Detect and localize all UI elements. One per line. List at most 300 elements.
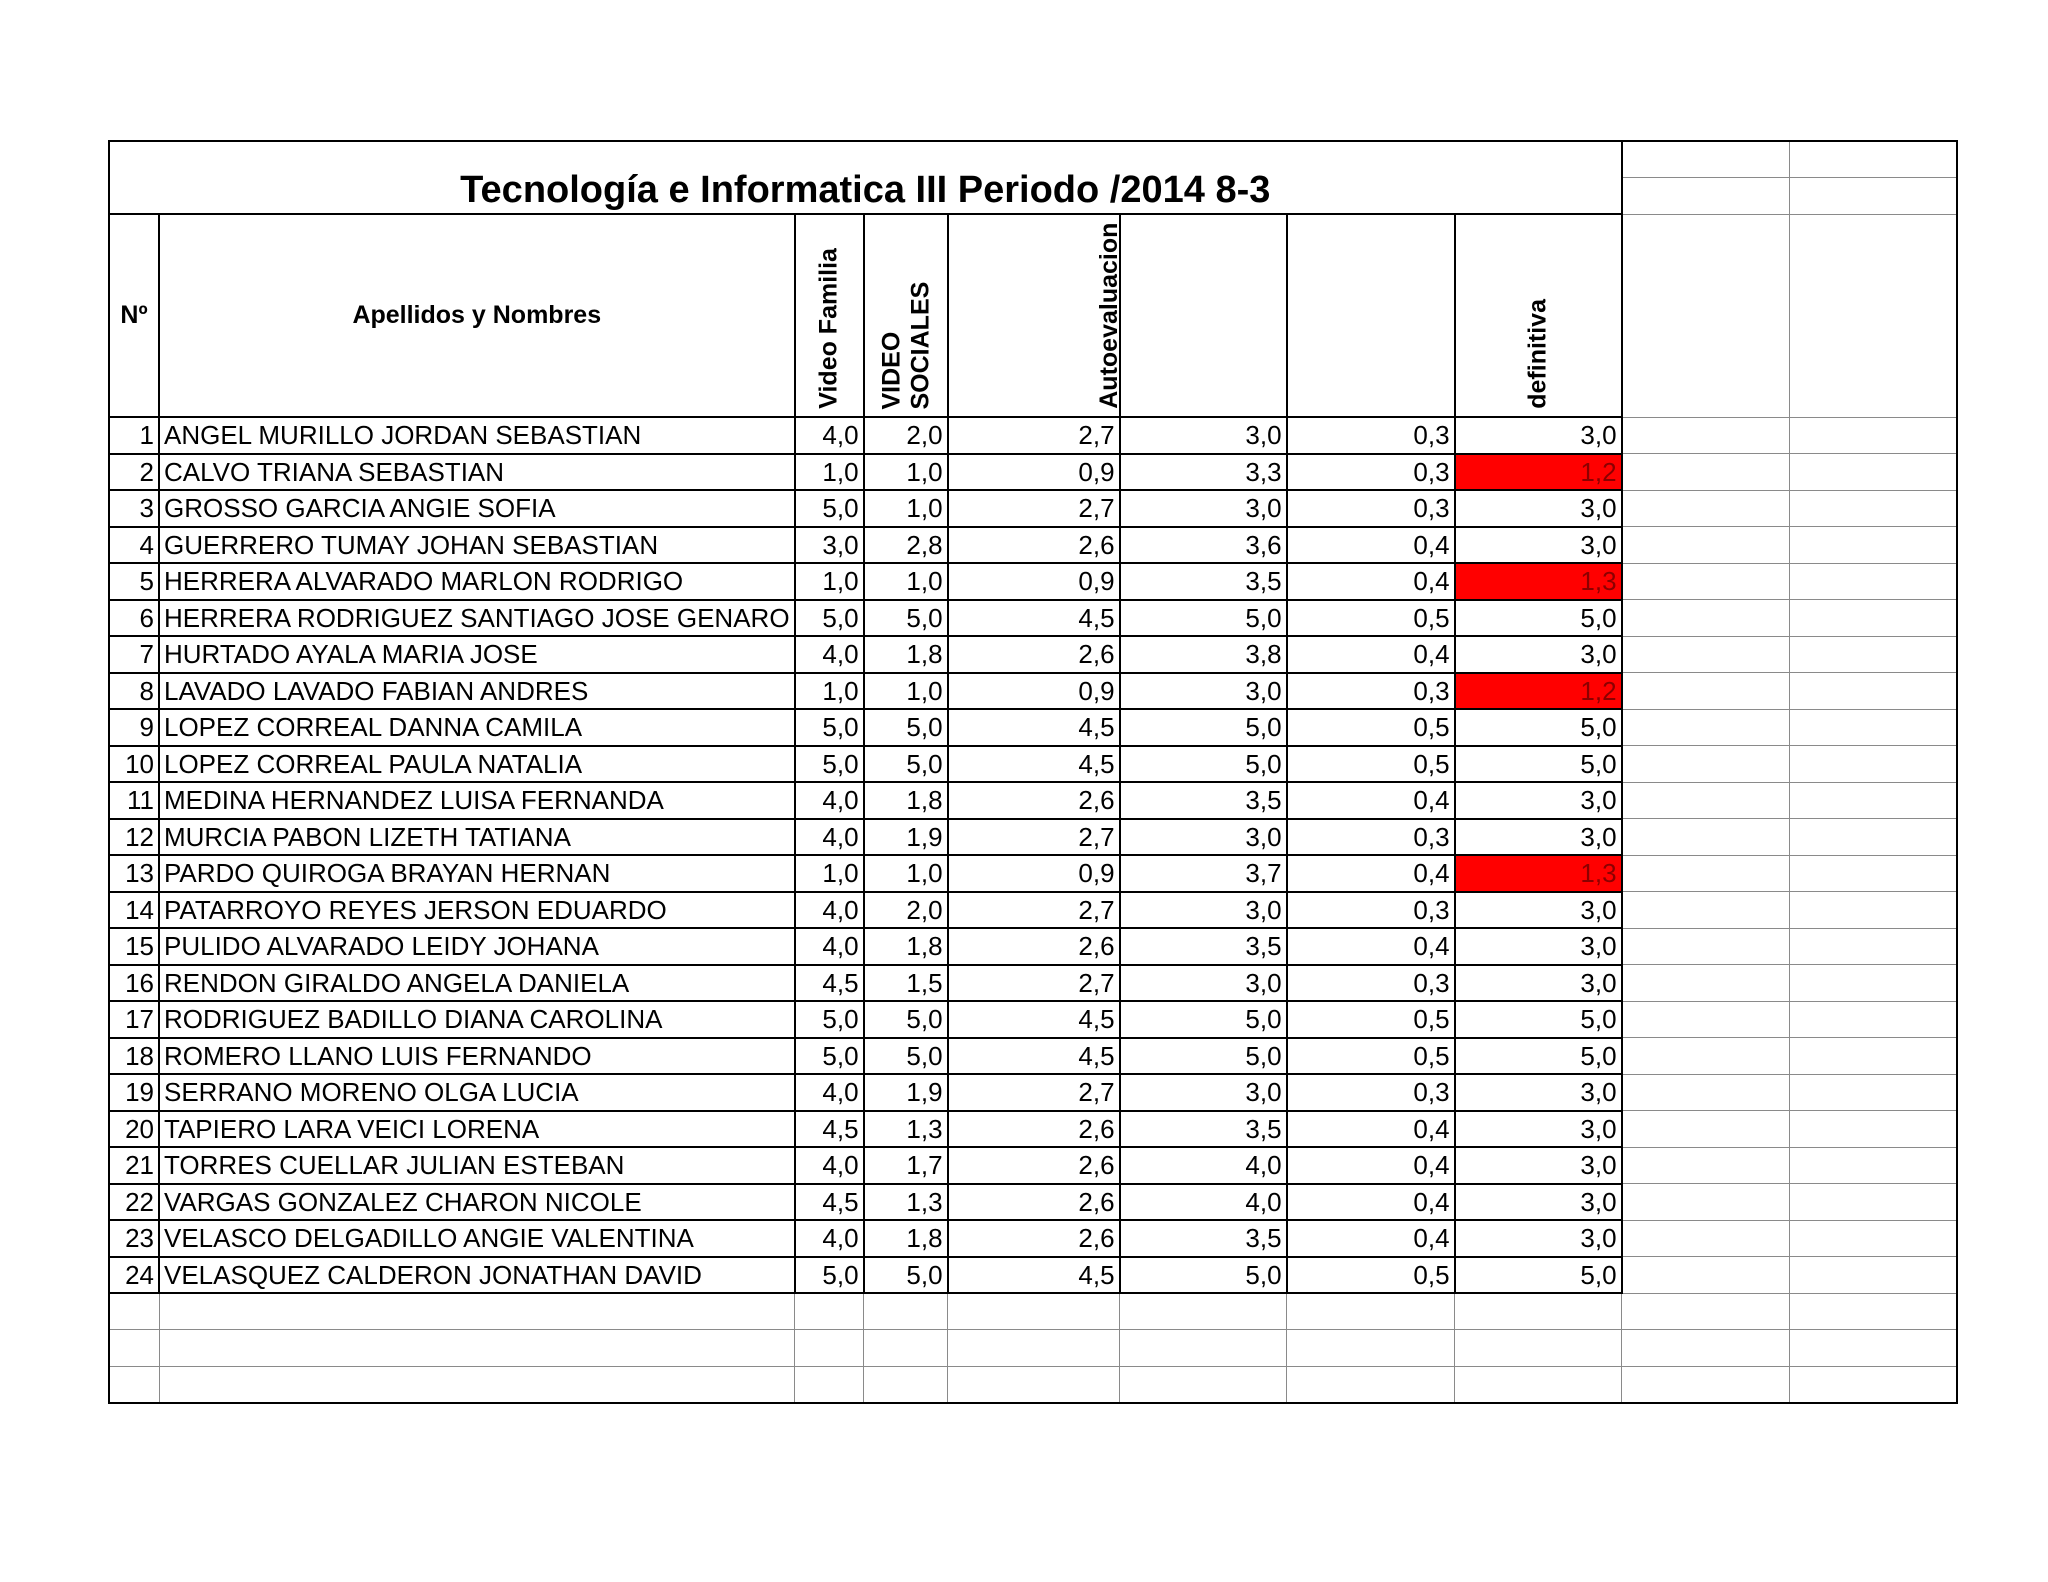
- student-name[interactable]: HERRERA RODRIGUEZ SANTIAGO JOSE GENARO: [159, 600, 795, 637]
- row-number[interactable]: 13: [109, 855, 159, 892]
- extra-cell[interactable]: [1622, 1147, 1790, 1184]
- video-sociales-grade[interactable]: 1,0: [864, 563, 948, 600]
- autoevaluacion-grade[interactable]: 3,0: [1120, 965, 1287, 1002]
- autoevaluacion-grade[interactable]: 3,5: [1120, 782, 1287, 819]
- video-sociales-grade[interactable]: 1,5: [864, 965, 948, 1002]
- student-name[interactable]: LAVADO LAVADO FABIAN ANDRES: [159, 673, 795, 710]
- definitiva-grade[interactable]: 3,0: [1455, 1111, 1622, 1148]
- empty-cell[interactable]: [109, 1293, 159, 1330]
- autoevaluacion-grade[interactable]: 3,0: [1120, 892, 1287, 929]
- extra-cell[interactable]: [1622, 892, 1790, 929]
- extra-cell[interactable]: [1790, 1074, 1957, 1111]
- student-name[interactable]: ROMERO LLANO LUIS FERNANDO: [159, 1038, 795, 1075]
- definitiva-grade[interactable]: 3,0: [1455, 1074, 1622, 1111]
- definitiva-grade[interactable]: 3,0: [1455, 782, 1622, 819]
- grade-col3[interactable]: 2,6: [948, 1111, 1120, 1148]
- extra-cell[interactable]: [1622, 1111, 1790, 1148]
- grade-col3[interactable]: 0,9: [948, 454, 1120, 491]
- row-number[interactable]: 20: [109, 1111, 159, 1148]
- extra-cell[interactable]: [1790, 1147, 1957, 1184]
- grade-col3[interactable]: 0,9: [948, 855, 1120, 892]
- extra-cell[interactable]: [1622, 928, 1790, 965]
- grade-col5[interactable]: 0,5: [1287, 746, 1455, 783]
- student-name[interactable]: TAPIERO LARA VEICI LORENA: [159, 1111, 795, 1148]
- empty-cell[interactable]: [864, 1366, 948, 1403]
- video-familia-grade[interactable]: 4,5: [795, 1111, 864, 1148]
- grade-col5[interactable]: 0,3: [1287, 490, 1455, 527]
- extra-cell[interactable]: [1622, 527, 1790, 564]
- extra-cell[interactable]: [1622, 490, 1790, 527]
- extra-cell[interactable]: [1622, 819, 1790, 856]
- student-name[interactable]: PATARROYO REYES JERSON EDUARDO: [159, 892, 795, 929]
- video-familia-grade[interactable]: 3,0: [795, 527, 864, 564]
- row-number[interactable]: 1: [109, 417, 159, 454]
- row-number[interactable]: 17: [109, 1001, 159, 1038]
- grade-col5[interactable]: 0,3: [1287, 454, 1455, 491]
- video-sociales-grade[interactable]: 1,0: [864, 490, 948, 527]
- extra-cell[interactable]: [1622, 563, 1790, 600]
- autoevaluacion-grade[interactable]: 5,0: [1120, 1257, 1287, 1294]
- sheet-title: Tecnología e Informatica III Periodo /2014 8-3: [109, 141, 1622, 214]
- definitiva-grade[interactable]: 5,0: [1455, 746, 1622, 783]
- video-familia-grade[interactable]: 5,0: [795, 1257, 864, 1294]
- autoevaluacion-grade[interactable]: 5,0: [1120, 709, 1287, 746]
- video-sociales-grade[interactable]: 1,8: [864, 1220, 948, 1257]
- video-familia-grade[interactable]: 5,0: [795, 1038, 864, 1075]
- student-row: [109, 1220, 1957, 1257]
- extra-cell[interactable]: [1622, 1257, 1790, 1294]
- extra-cell[interactable]: [1790, 965, 1957, 1002]
- empty-cell[interactable]: [948, 1330, 1120, 1367]
- definitiva-grade[interactable]: 3,0: [1455, 417, 1622, 454]
- empty-cell[interactable]: [864, 1330, 948, 1367]
- header-video-familia: [795, 214, 864, 417]
- video-familia-grade[interactable]: 5,0: [795, 746, 864, 783]
- grade-col3[interactable]: 2,6: [948, 928, 1120, 965]
- extra-cell[interactable]: [1622, 214, 1790, 417]
- row-number[interactable]: 5: [109, 563, 159, 600]
- empty-cell[interactable]: [948, 1293, 1120, 1330]
- header-col5: [1287, 214, 1455, 417]
- row-number[interactable]: 23: [109, 1220, 159, 1257]
- row-number[interactable]: 15: [109, 928, 159, 965]
- grade-col5[interactable]: 0,3: [1287, 965, 1455, 1002]
- student-name[interactable]: SERRANO MORENO OLGA LUCIA: [159, 1074, 795, 1111]
- video-sociales-grade[interactable]: 1,0: [864, 454, 948, 491]
- autoevaluacion-grade[interactable]: 3,5: [1120, 928, 1287, 965]
- row-number[interactable]: 3: [109, 490, 159, 527]
- student-name[interactable]: VELASQUEZ CALDERON JONATHAN DAVID: [159, 1257, 795, 1294]
- grade-col5[interactable]: 0,3: [1287, 819, 1455, 856]
- video-sociales-grade[interactable]: 1,0: [864, 673, 948, 710]
- definitiva-grade[interactable]: 3,0: [1455, 928, 1622, 965]
- student-name[interactable]: GUERRERO TUMAY JOHAN SEBASTIAN: [159, 527, 795, 564]
- autoevaluacion-grade[interactable]: 3,5: [1120, 1111, 1287, 1148]
- student-row: [109, 965, 1957, 1002]
- video-familia-grade[interactable]: 5,0: [795, 490, 864, 527]
- video-sociales-grade[interactable]: 1,7: [864, 1147, 948, 1184]
- grade-col5[interactable]: 0,5: [1287, 1257, 1455, 1294]
- definitiva-grade[interactable]: 3,0: [1455, 965, 1622, 1002]
- autoevaluacion-grade[interactable]: 4,0: [1120, 1184, 1287, 1221]
- extra-cell[interactable]: [1790, 1038, 1957, 1075]
- empty-cell[interactable]: [1455, 1293, 1622, 1330]
- video-sociales-grade[interactable]: 1,3: [864, 1111, 948, 1148]
- video-familia-grade[interactable]: 1,0: [795, 855, 864, 892]
- video-sociales-grade[interactable]: 2,0: [864, 892, 948, 929]
- row-number[interactable]: 22: [109, 1184, 159, 1221]
- definitiva-grade[interactable]: 3,0: [1455, 1184, 1622, 1221]
- grade-col3[interactable]: 2,7: [948, 965, 1120, 1002]
- definitiva-grade[interactable]: 5,0: [1455, 600, 1622, 637]
- autoevaluacion-grade[interactable]: 3,6: [1120, 527, 1287, 564]
- empty-row: [109, 1330, 1957, 1367]
- grade-col5[interactable]: 0,5: [1287, 709, 1455, 746]
- extra-cell[interactable]: [1790, 673, 1957, 710]
- extra-cell[interactable]: [1622, 454, 1790, 491]
- video-sociales-grade[interactable]: 5,0: [864, 1257, 948, 1294]
- student-name[interactable]: RENDON GIRALDO ANGELA DANIELA: [159, 965, 795, 1002]
- student-name[interactable]: HURTADO AYALA MARIA JOSE: [159, 636, 795, 673]
- student-name[interactable]: MURCIA PABON LIZETH TATIANA: [159, 819, 795, 856]
- extra-cell[interactable]: [1622, 141, 1790, 178]
- student-name[interactable]: HERRERA ALVARADO MARLON RODRIGO: [159, 563, 795, 600]
- empty-cell[interactable]: [1455, 1366, 1622, 1403]
- extra-cell[interactable]: [1790, 928, 1957, 965]
- student-name[interactable]: VELASCO DELGADILLO ANGIE VALENTINA: [159, 1220, 795, 1257]
- video-sociales-grade[interactable]: 1,8: [864, 782, 948, 819]
- grade-col5[interactable]: 0,4: [1287, 1220, 1455, 1257]
- extra-cell[interactable]: [1622, 1220, 1790, 1257]
- autoevaluacion-grade[interactable]: 5,0: [1120, 1038, 1287, 1075]
- grade-col3[interactable]: 2,6: [948, 1147, 1120, 1184]
- grade-col5[interactable]: 0,3: [1287, 1074, 1455, 1111]
- video-familia-grade[interactable]: 4,0: [795, 782, 864, 819]
- video-sociales-grade[interactable]: 5,0: [864, 1038, 948, 1075]
- grade-col3[interactable]: 2,7: [948, 490, 1120, 527]
- video-sociales-grade[interactable]: 1,0: [864, 855, 948, 892]
- grade-col3[interactable]: 0,9: [948, 563, 1120, 600]
- grade-col5[interactable]: 0,4: [1287, 782, 1455, 819]
- autoevaluacion-grade[interactable]: 3,0: [1120, 673, 1287, 710]
- empty-cell[interactable]: [1790, 1330, 1957, 1367]
- definitiva-grade[interactable]: 3,0: [1455, 636, 1622, 673]
- student-row: [109, 1147, 1957, 1184]
- student-row: [109, 855, 1957, 892]
- grade-col5[interactable]: 0,4: [1287, 563, 1455, 600]
- student-row: [109, 892, 1957, 929]
- student-name[interactable]: PARDO QUIROGA BRAYAN HERNAN: [159, 855, 795, 892]
- extra-cell[interactable]: [1622, 855, 1790, 892]
- student-row: [109, 563, 1957, 600]
- extra-cell[interactable]: [1790, 782, 1957, 819]
- definitiva-grade[interactable]: 3,0: [1455, 819, 1622, 856]
- video-familia-grade[interactable]: 5,0: [795, 1001, 864, 1038]
- definitiva-grade[interactable]: 1,3: [1455, 563, 1622, 600]
- empty-cell[interactable]: [109, 1330, 159, 1367]
- empty-row: [109, 1366, 1957, 1403]
- grade-col5[interactable]: 0,4: [1287, 527, 1455, 564]
- empty-cell[interactable]: [1287, 1330, 1455, 1367]
- row-number[interactable]: 10: [109, 746, 159, 783]
- empty-cell[interactable]: [1622, 1293, 1790, 1330]
- extra-cell[interactable]: [1790, 1184, 1957, 1221]
- grade-col5[interactable]: 0,5: [1287, 600, 1455, 637]
- student-name[interactable]: PULIDO ALVARADO LEIDY JOHANA: [159, 928, 795, 965]
- extra-cell[interactable]: [1790, 490, 1957, 527]
- video-familia-grade[interactable]: 4,0: [795, 928, 864, 965]
- grade-col3[interactable]: 4,5: [948, 746, 1120, 783]
- video-familia-grade[interactable]: 4,5: [795, 965, 864, 1002]
- grade-col5[interactable]: 0,3: [1287, 892, 1455, 929]
- row-number[interactable]: 16: [109, 965, 159, 1002]
- student-name[interactable]: GROSSO GARCIA ANGIE SOFIA: [159, 490, 795, 527]
- video-sociales-grade[interactable]: 1,9: [864, 819, 948, 856]
- extra-cell[interactable]: [1790, 417, 1957, 454]
- definitiva-grade[interactable]: 3,0: [1455, 527, 1622, 564]
- student-row: [109, 1111, 1957, 1148]
- student-row: [109, 673, 1957, 710]
- video-familia-grade[interactable]: 4,0: [795, 1074, 864, 1111]
- autoevaluacion-grade[interactable]: 4,0: [1120, 1147, 1287, 1184]
- header-row: [109, 214, 1957, 417]
- extra-cell[interactable]: [1622, 1038, 1790, 1075]
- extra-cell[interactable]: [1622, 636, 1790, 673]
- empty-cell[interactable]: [1622, 1330, 1790, 1367]
- video-sociales-grade[interactable]: 5,0: [864, 1001, 948, 1038]
- autoevaluacion-grade[interactable]: 3,0: [1120, 1074, 1287, 1111]
- definitiva-grade[interactable]: 1,3: [1455, 855, 1622, 892]
- definitiva-grade[interactable]: 5,0: [1455, 1001, 1622, 1038]
- grade-col5[interactable]: 0,4: [1287, 1147, 1455, 1184]
- grade-col5[interactable]: 0,3: [1287, 417, 1455, 454]
- title-row: [109, 141, 1957, 178]
- extra-cell[interactable]: [1622, 417, 1790, 454]
- empty-cell[interactable]: [795, 1366, 864, 1403]
- video-familia-grade[interactable]: 1,0: [795, 563, 864, 600]
- video-sociales-grade[interactable]: 1,8: [864, 928, 948, 965]
- grade-col3[interactable]: 2,6: [948, 527, 1120, 564]
- student-name[interactable]: ANGEL MURILLO JORDAN SEBASTIAN: [159, 417, 795, 454]
- definitiva-grade[interactable]: 3,0: [1455, 1220, 1622, 1257]
- row-number[interactable]: 11: [109, 782, 159, 819]
- grade-col5[interactable]: 0,4: [1287, 855, 1455, 892]
- empty-cell[interactable]: [159, 1330, 795, 1367]
- grade-col3[interactable]: 0,9: [948, 673, 1120, 710]
- extra-cell[interactable]: [1790, 214, 1957, 417]
- extra-cell[interactable]: [1622, 600, 1790, 637]
- autoevaluacion-grade[interactable]: 3,5: [1120, 1220, 1287, 1257]
- video-familia-grade[interactable]: 5,0: [795, 709, 864, 746]
- definitiva-grade[interactable]: 1,2: [1455, 673, 1622, 710]
- grade-col5[interactable]: 0,5: [1287, 1001, 1455, 1038]
- autoevaluacion-grade[interactable]: 3,7: [1120, 855, 1287, 892]
- extra-cell[interactable]: [1790, 141, 1957, 178]
- video-sociales-grade[interactable]: 2,0: [864, 417, 948, 454]
- grades-sheet: [108, 140, 1958, 1404]
- video-sociales-grade[interactable]: 1,9: [864, 1074, 948, 1111]
- empty-cell[interactable]: [159, 1293, 795, 1330]
- grade-col3[interactable]: 2,7: [948, 1074, 1120, 1111]
- autoevaluacion-grade[interactable]: 3,8: [1120, 636, 1287, 673]
- autoevaluacion-grade[interactable]: 3,0: [1120, 819, 1287, 856]
- grade-col3[interactable]: 2,6: [948, 1220, 1120, 1257]
- extra-cell[interactable]: [1790, 892, 1957, 929]
- autoevaluacion-grade[interactable]: 3,0: [1120, 490, 1287, 527]
- header-video-sociales-line1: VIDEO: [876, 331, 905, 409]
- empty-cell[interactable]: [1287, 1293, 1455, 1330]
- video-familia-grade[interactable]: 4,5: [795, 1184, 864, 1221]
- row-number[interactable]: 6: [109, 600, 159, 637]
- extra-cell[interactable]: [1622, 746, 1790, 783]
- empty-cell[interactable]: [1287, 1366, 1455, 1403]
- extra-cell[interactable]: [1790, 819, 1957, 856]
- extra-cell[interactable]: [1790, 746, 1957, 783]
- extra-cell[interactable]: [1790, 600, 1957, 637]
- extra-cell[interactable]: [1790, 454, 1957, 491]
- extra-cell[interactable]: [1790, 1001, 1957, 1038]
- grade-col5[interactable]: 0,3: [1287, 673, 1455, 710]
- extra-cell[interactable]: [1790, 1111, 1957, 1148]
- autoevaluacion-grade[interactable]: 3,5: [1120, 563, 1287, 600]
- grade-col3[interactable]: 2,6: [948, 782, 1120, 819]
- row-number[interactable]: 12: [109, 819, 159, 856]
- student-name[interactable]: LOPEZ CORREAL DANNA CAMILA: [159, 709, 795, 746]
- autoevaluacion-grade[interactable]: 5,0: [1120, 600, 1287, 637]
- extra-cell[interactable]: [1790, 178, 1957, 215]
- autoevaluacion-grade[interactable]: 5,0: [1120, 1001, 1287, 1038]
- student-name[interactable]: TORRES CUELLAR JULIAN ESTEBAN: [159, 1147, 795, 1184]
- extra-cell[interactable]: [1622, 1074, 1790, 1111]
- extra-cell[interactable]: [1622, 782, 1790, 819]
- grade-col5[interactable]: 0,4: [1287, 1184, 1455, 1221]
- student-row: [109, 600, 1957, 637]
- extra-cell[interactable]: [1790, 855, 1957, 892]
- grade-col3[interactable]: 2,6: [948, 1184, 1120, 1221]
- extra-cell[interactable]: [1622, 1184, 1790, 1221]
- empty-cell[interactable]: [1455, 1330, 1622, 1367]
- extra-cell[interactable]: [1622, 178, 1790, 215]
- student-name[interactable]: MEDINA HERNANDEZ LUISA FERNANDA: [159, 782, 795, 819]
- grade-col3[interactable]: 4,5: [948, 1257, 1120, 1294]
- grade-col5[interactable]: 0,4: [1287, 636, 1455, 673]
- autoevaluacion-grade[interactable]: 3,0: [1120, 417, 1287, 454]
- empty-cell[interactable]: [159, 1366, 795, 1403]
- video-familia-grade[interactable]: 4,0: [795, 892, 864, 929]
- grade-col3[interactable]: 4,5: [948, 1038, 1120, 1075]
- row-number[interactable]: 7: [109, 636, 159, 673]
- grade-col3[interactable]: 2,7: [948, 819, 1120, 856]
- video-sociales-grade[interactable]: 5,0: [864, 600, 948, 637]
- empty-cell[interactable]: [948, 1366, 1120, 1403]
- extra-cell[interactable]: [1622, 1001, 1790, 1038]
- extra-cell[interactable]: [1790, 636, 1957, 673]
- video-familia-grade[interactable]: 1,0: [795, 673, 864, 710]
- extra-cell[interactable]: [1790, 563, 1957, 600]
- row-number[interactable]: 21: [109, 1147, 159, 1184]
- empty-cell[interactable]: [1120, 1330, 1287, 1367]
- empty-cell[interactable]: [109, 1366, 159, 1403]
- extra-cell[interactable]: [1790, 527, 1957, 564]
- definitiva-grade[interactable]: 1,2: [1455, 454, 1622, 491]
- student-name[interactable]: LOPEZ CORREAL PAULA NATALIA: [159, 746, 795, 783]
- definitiva-grade[interactable]: 3,0: [1455, 490, 1622, 527]
- video-familia-grade[interactable]: 5,0: [795, 600, 864, 637]
- autoevaluacion-grade[interactable]: 5,0: [1120, 746, 1287, 783]
- student-row: [109, 1074, 1957, 1111]
- video-sociales-grade[interactable]: 1,3: [864, 1184, 948, 1221]
- row-number[interactable]: 14: [109, 892, 159, 929]
- empty-cell[interactable]: [795, 1293, 864, 1330]
- video-familia-grade[interactable]: 4,0: [795, 1147, 864, 1184]
- extra-cell[interactable]: [1790, 1257, 1957, 1294]
- student-name[interactable]: CALVO TRIANA SEBASTIAN: [159, 454, 795, 491]
- grade-col3[interactable]: 2,7: [948, 892, 1120, 929]
- row-number[interactable]: 8: [109, 673, 159, 710]
- grade-col5[interactable]: 0,4: [1287, 928, 1455, 965]
- grade-col5[interactable]: 0,5: [1287, 1038, 1455, 1075]
- empty-cell[interactable]: [1622, 1366, 1790, 1403]
- empty-cell[interactable]: [1120, 1293, 1287, 1330]
- grade-col3[interactable]: 2,6: [948, 636, 1120, 673]
- video-sociales-grade[interactable]: 5,0: [864, 746, 948, 783]
- definitiva-grade[interactable]: 5,0: [1455, 1257, 1622, 1294]
- empty-cell[interactable]: [864, 1293, 948, 1330]
- empty-row: [109, 1293, 1957, 1330]
- video-familia-grade[interactable]: 1,0: [795, 454, 864, 491]
- row-number[interactable]: 18: [109, 1038, 159, 1075]
- autoevaluacion-grade[interactable]: 3,3: [1120, 454, 1287, 491]
- student-row: [109, 1184, 1957, 1221]
- empty-cell[interactable]: [1120, 1366, 1287, 1403]
- grade-col3[interactable]: 4,5: [948, 600, 1120, 637]
- empty-cell[interactable]: [795, 1330, 864, 1367]
- student-row: [109, 819, 1957, 856]
- extra-cell[interactable]: [1790, 709, 1957, 746]
- definitiva-grade[interactable]: 3,0: [1455, 892, 1622, 929]
- header-definitiva-label: definitiva: [1523, 299, 1552, 409]
- student-name[interactable]: VARGAS GONZALEZ CHARON NICOLE: [159, 1184, 795, 1221]
- row-number[interactable]: 24: [109, 1257, 159, 1294]
- definitiva-grade[interactable]: 5,0: [1455, 709, 1622, 746]
- video-sociales-grade[interactable]: 2,8: [864, 527, 948, 564]
- extra-cell[interactable]: [1790, 1220, 1957, 1257]
- extra-cell[interactable]: [1622, 709, 1790, 746]
- row-number[interactable]: 2: [109, 454, 159, 491]
- grade-col5[interactable]: 0,4: [1287, 1111, 1455, 1148]
- student-name[interactable]: RODRIGUEZ BADILLO DIANA CAROLINA: [159, 1001, 795, 1038]
- row-number[interactable]: 19: [109, 1074, 159, 1111]
- video-familia-grade[interactable]: 4,0: [795, 1220, 864, 1257]
- row-number[interactable]: 9: [109, 709, 159, 746]
- video-familia-grade[interactable]: 4,0: [795, 636, 864, 673]
- extra-cell[interactable]: [1622, 965, 1790, 1002]
- definitiva-grade[interactable]: 5,0: [1455, 1038, 1622, 1075]
- student-row: [109, 709, 1957, 746]
- video-sociales-grade[interactable]: 5,0: [864, 709, 948, 746]
- definitiva-grade[interactable]: 3,0: [1455, 1147, 1622, 1184]
- grade-col3[interactable]: 4,5: [948, 709, 1120, 746]
- extra-cell[interactable]: [1622, 673, 1790, 710]
- grade-col3[interactable]: 2,7: [948, 417, 1120, 454]
- row-number[interactable]: 4: [109, 527, 159, 564]
- grade-col3[interactable]: 4,5: [948, 1001, 1120, 1038]
- empty-cell[interactable]: [1790, 1366, 1957, 1403]
- video-sociales-grade[interactable]: 1,8: [864, 636, 948, 673]
- video-familia-grade[interactable]: 4,0: [795, 417, 864, 454]
- empty-cell[interactable]: [1790, 1293, 1957, 1330]
- video-familia-grade[interactable]: 4,0: [795, 819, 864, 856]
